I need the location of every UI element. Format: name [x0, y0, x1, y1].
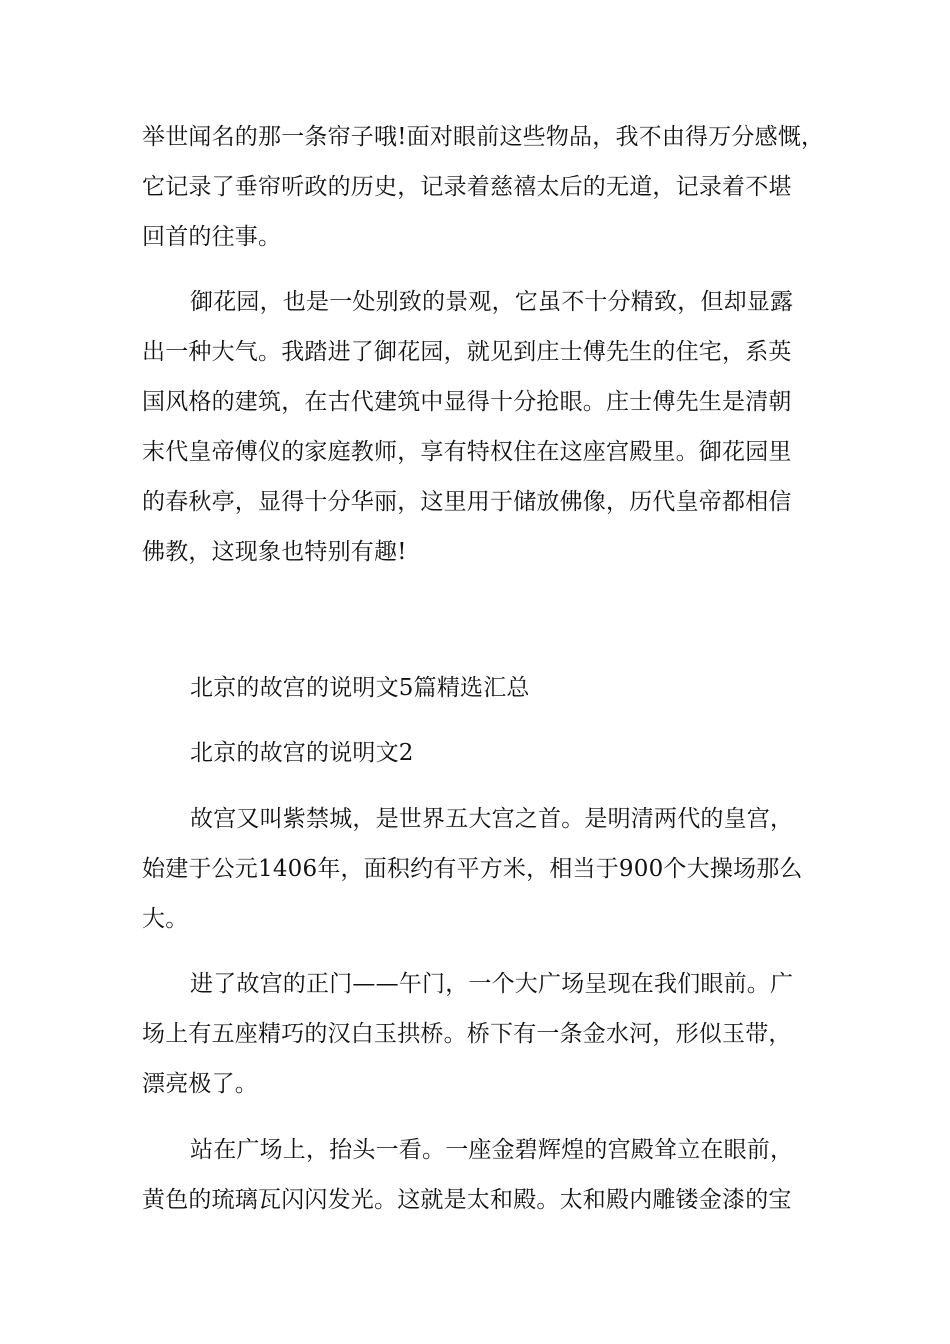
paragraph-2-line-5: 的春秋亭，显得十分华丽，这里用于储放佛像，历代皇帝都相信	[142, 489, 792, 515]
paragraph-4-line-2: 场上有五座精巧的汉白玉拱桥。桥下有一条金水河，形似玉带，	[142, 1021, 792, 1047]
paragraph-1-line-2: 它记录了垂帘听政的历史，记录着慈禧太后的无道，记录着不堪	[142, 174, 792, 200]
paragraph-2-line-4: 末代皇帝傅仪的家庭教师，享有特权住在这座宫殿里。御花园里	[142, 439, 792, 465]
paragraph-2-line-2: 出一种大气。我踏进了御花园，就见到庄士傅先生的住宅，系英	[142, 339, 792, 365]
article-collection-title: 北京的故宫的说明文5篇精选汇总	[190, 675, 530, 701]
paragraph-4-line-3: 漂亮极了。	[142, 1071, 258, 1097]
paragraph-3-line-1: 故宫又叫紫禁城，是世界五大宫之首。是明清两代的皇宫，	[190, 806, 794, 832]
paragraph-1-line-3: 回首的往事。	[142, 224, 282, 250]
paragraph-5-line-1: 站在广场上，抬头一看。一座金碧辉煌的宫殿耸立在眼前，	[190, 1137, 794, 1163]
paragraph-3-line-3: 大。	[142, 906, 189, 932]
paragraph-2-line-1: 御花园，也是一处别致的景观，它虽不十分精致，但却显露	[190, 289, 794, 315]
paragraph-3-line-2: 始建于公元1406年，面积约有平方米，相当于900个大操场那么	[142, 856, 803, 882]
paragraph-2-line-6: 佛教，这现象也特别有趣!	[142, 539, 407, 565]
article-title: 北京的故宫的说明文2	[190, 740, 414, 766]
paragraph-2-line-3: 国风格的建筑，在古代建筑中显得十分抢眼。庄士傅先生是清朝	[142, 389, 792, 415]
paragraph-4-line-1: 进了故宫的正门——午门，一个大广场呈现在我们眼前。广	[190, 971, 794, 997]
paragraph-1-line-1: 举世闻名的那一条帘子哦!面对眼前这些物品，我不由得万分感慨，	[142, 124, 825, 150]
paragraph-5-line-2: 黄色的琉璃瓦闪闪发光。这就是太和殿。太和殿内雕镂金漆的宝	[142, 1187, 792, 1213]
